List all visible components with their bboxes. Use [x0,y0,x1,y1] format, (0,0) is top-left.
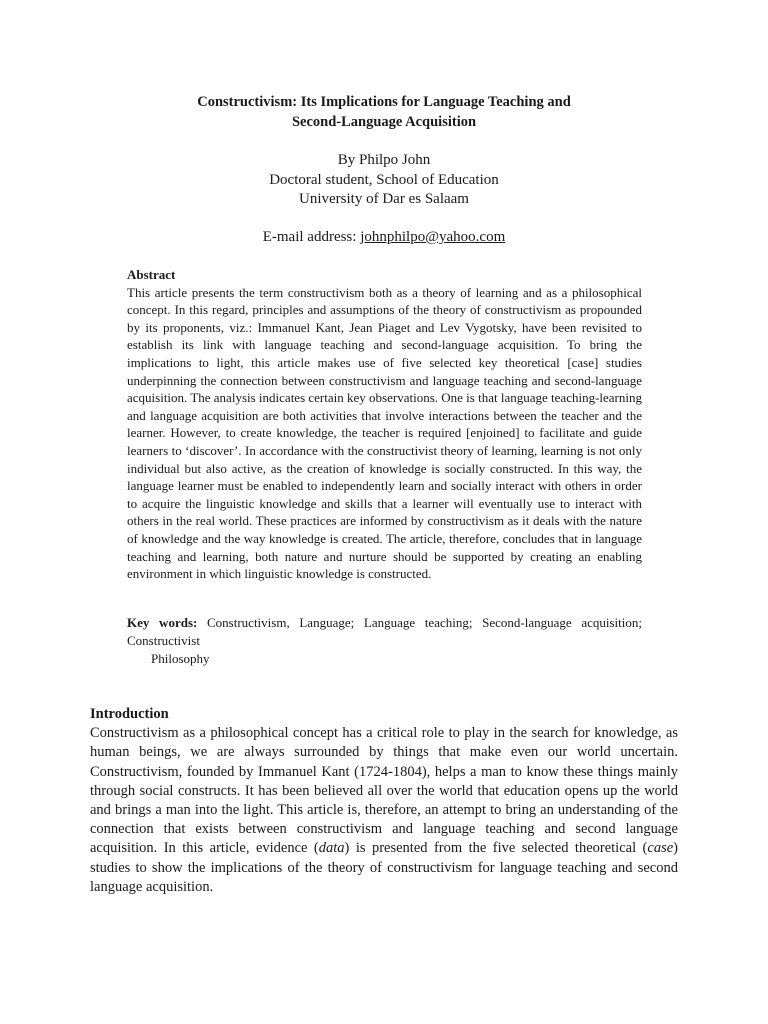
keywords-text: Constructivism, Language; Language teaching; Second-language acquisition; Constructivist [127,615,642,648]
author-block [0,151,768,210]
email-line [0,228,768,248]
paper-title [0,92,768,132]
title-line-1: Constructivism: Its Implications for Language Teaching and [197,94,571,110]
title-line-2: Second-Language Acquisition [291,114,477,130]
introduction-section [90,705,678,897]
intro-italic-case: case [647,840,674,857]
email-label: E-mail address: [262,229,361,245]
intro-text-part-2: ) is presented from the five selected theoretical ( [344,840,648,857]
keywords-label: Key words: [127,615,198,630]
keywords-section [127,614,642,649]
author-name: By Philpo John [337,152,431,168]
keywords-continuation: Philosophy [151,651,210,666]
abstract-section [127,266,642,583]
abstract-body: This article presents the term constructivism both as a theory of learning and as a philosophical concept. In this regard, principles and assumptions of the theory of constructivism as propounded by its proponents, viz.: Immanuel Kant, Jean Piaget and Lev Vygotsky, have been revisited to establish its link with language teaching and second-language acquisition. To bring the implications to light, this article makes use of five selected key theoretical [case] studies underpinning the connection between constructivism and language teaching and second-language acquisition. The analysis indicates certain key observations. One is that language teaching-learning and language acquisition are both activities that involve interactions between the teacher and the learner. However, to create knowledge, the teacher is required [enjoined] to facilitate and guide learners to ‘discover’. In accordance with the constructivist theory of learning, learning is not only individual but also active, as the creation of knowledge is socially constructed. In this way, the language learner must be enabled to independently learn and socially interact with others in order to acquire the linguistic knowledge and skills that a learner will eventually use to interact with others in the real world. These practices are informed by constructivism as it deals with the nature of knowledge and the way knowledge is created. The article, therefore, concludes that in language teaching and learning, both nature and nurture should be supported by creating an enabling environment in which linguistic knowledge is constructed. [127,284,642,582]
affiliation-line-2: University of Dar es Salaam [299,191,469,207]
intro-text-part-3: ) studies to show the implications of the theory of constructivism for language teaching and second language acquisition. [90,840,678,895]
intro-text-part-1: Constructivism as a philosophical concept has a critical role to play in the search for knowledge, as human beings, we are always surrounded by things that make even our world uncertain. Constructivism, founded by Immanuel Kant (1724-1804), helps a man to know these things mainly through social constructs. It has been believed all over the world that education opens up the world and brings a man into the light. This article is, therefore, an attempt to bring an understanding of the connection that exists between constructivism and language teaching and second language acquisition. In this article, evidence ( [90,725,678,857]
introduction-heading: Introduction [90,706,169,722]
affiliation-line-1: Doctoral student, School of Education [269,171,499,188]
introduction-body [90,724,678,897]
abstract-heading: Abstract [127,267,176,282]
intro-italic-data: data [318,840,345,857]
email-link[interactable]: johnphilpo@yahoo.com [360,229,506,245]
